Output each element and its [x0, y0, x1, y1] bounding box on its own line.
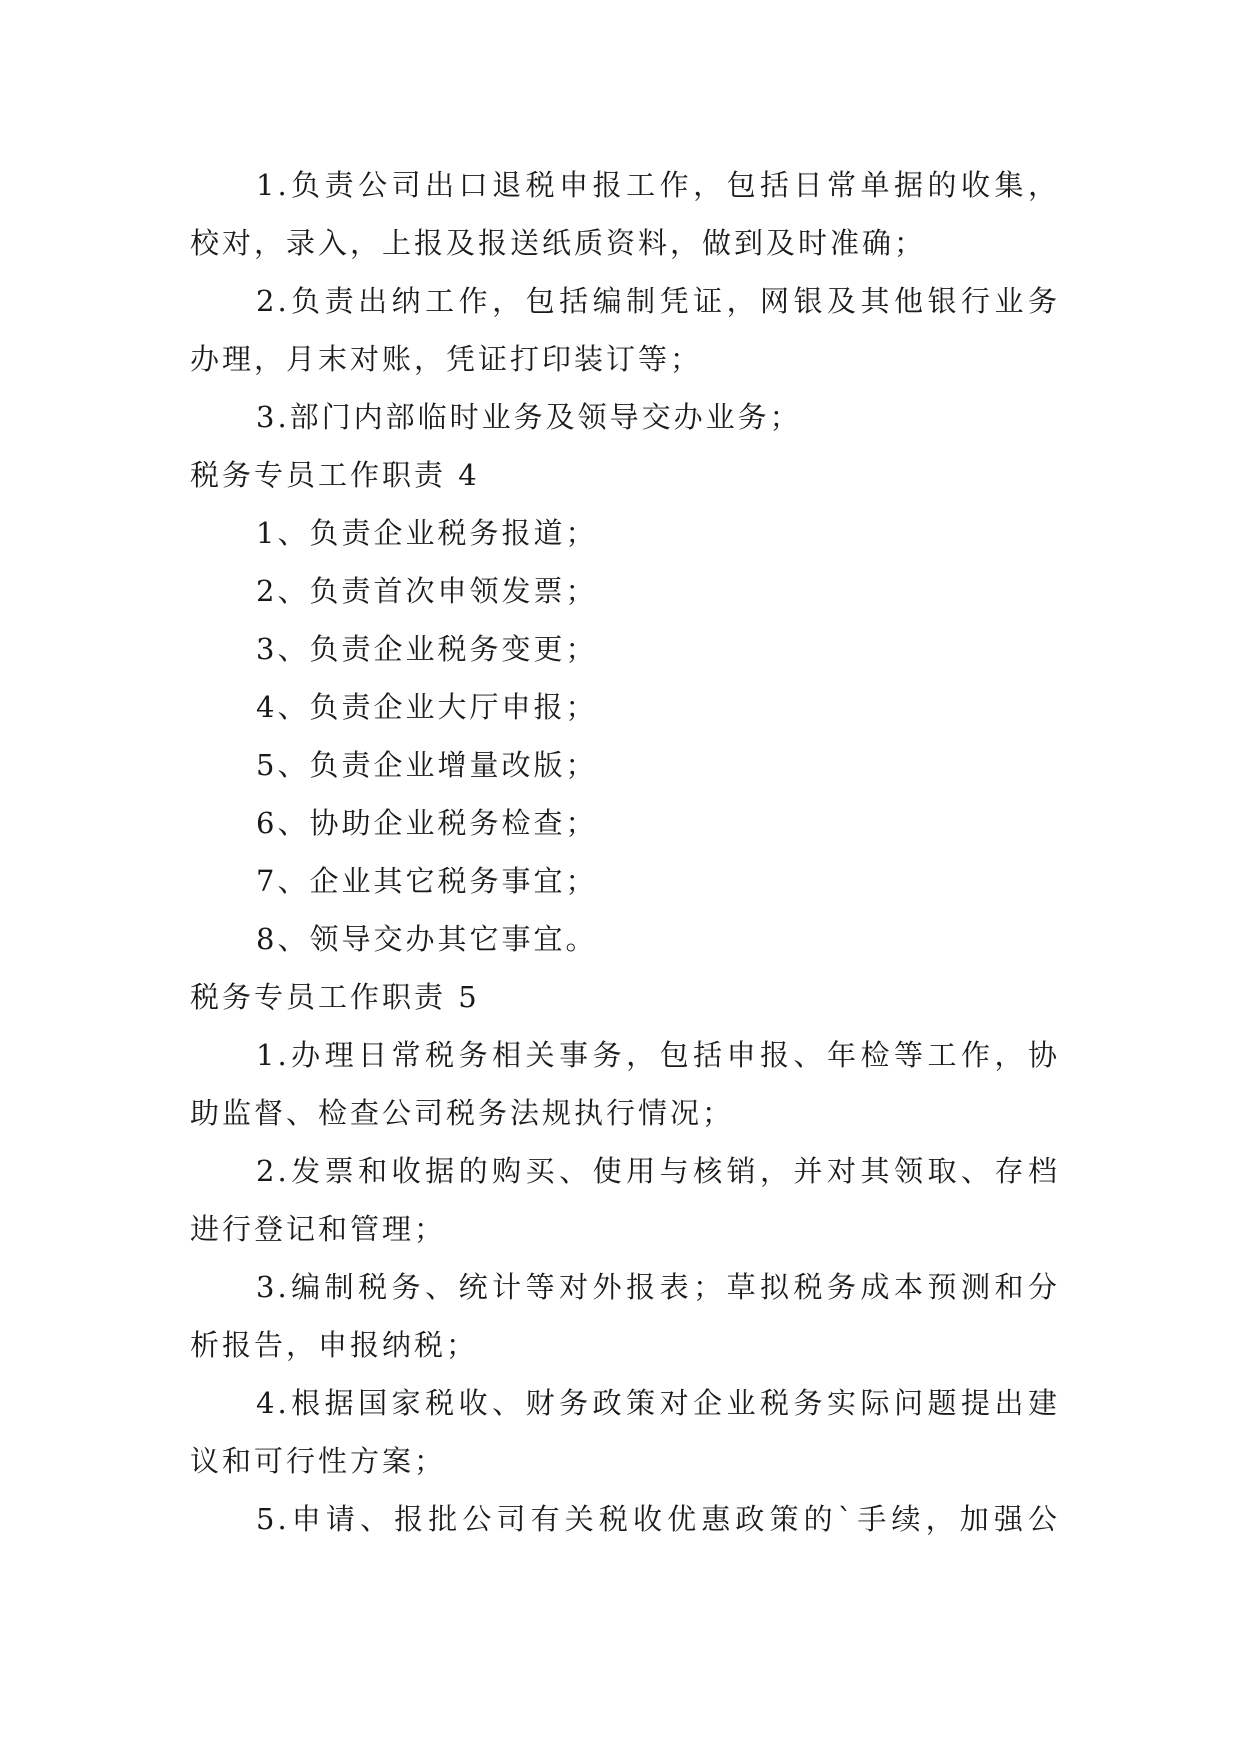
paragraph-line: 议和可行性方案； [190, 1444, 447, 1478]
section-heading: 税务专员工作职责 4 [190, 458, 480, 492]
list-item: 1、负责企业税务报道； [256, 516, 598, 550]
list-item: 4、负责企业大厅申报； [256, 690, 598, 724]
list-item: 2、负责首次申领发票； [256, 574, 598, 608]
list-item: 6、协助企业税务检查； [256, 806, 598, 840]
list-item: 7、企业其它税务事宜； [256, 864, 598, 898]
paragraph-line: 办理，月末对账，凭证打印装订等； [190, 342, 703, 376]
paragraph-line: 2.负责出纳工作，包括编制凭证，网银及其他银行业务 [256, 284, 1060, 318]
paragraph-line: 4.根据国家税收、财务政策对企业税务实际问题提出建 [256, 1386, 1060, 1420]
list-item: 8、领导交办其它事宜。 [256, 922, 598, 956]
paragraph-line: 3.编制税务、统计等对外报表；草拟税务成本预测和分 [256, 1270, 1060, 1304]
list-item: 5、负责企业增量改版； [256, 748, 598, 782]
document-body [190, 156, 1060, 1548]
paragraph-line: 进行登记和管理； [190, 1212, 447, 1246]
paragraph-line: 5.申请、报批公司有关税收优惠政策的`手续，加强公 [256, 1502, 1060, 1536]
paragraph-line: 2.发票和收据的购买、使用与核销，并对其领取、存档 [256, 1154, 1060, 1188]
section-heading: 税务专员工作职责 5 [190, 980, 480, 1014]
paragraph-line: 3.部门内部临时业务及领导交办业务； [256, 400, 802, 434]
list-item: 3、负责企业税务变更； [256, 632, 598, 666]
paragraph-line: 校对，录入，上报及报送纸质资料，做到及时准确； [190, 226, 927, 260]
paragraph-line: 助监督、检查公司税务法规执行情况； [190, 1096, 735, 1130]
paragraph-line: 1.负责公司出口退税申报工作，包括日常单据的收集， [256, 168, 1060, 202]
paragraph-line: 析报告，申报纳税； [190, 1328, 479, 1362]
paragraph-line: 1.办理日常税务相关事务，包括申报、年检等工作，协 [256, 1038, 1060, 1072]
